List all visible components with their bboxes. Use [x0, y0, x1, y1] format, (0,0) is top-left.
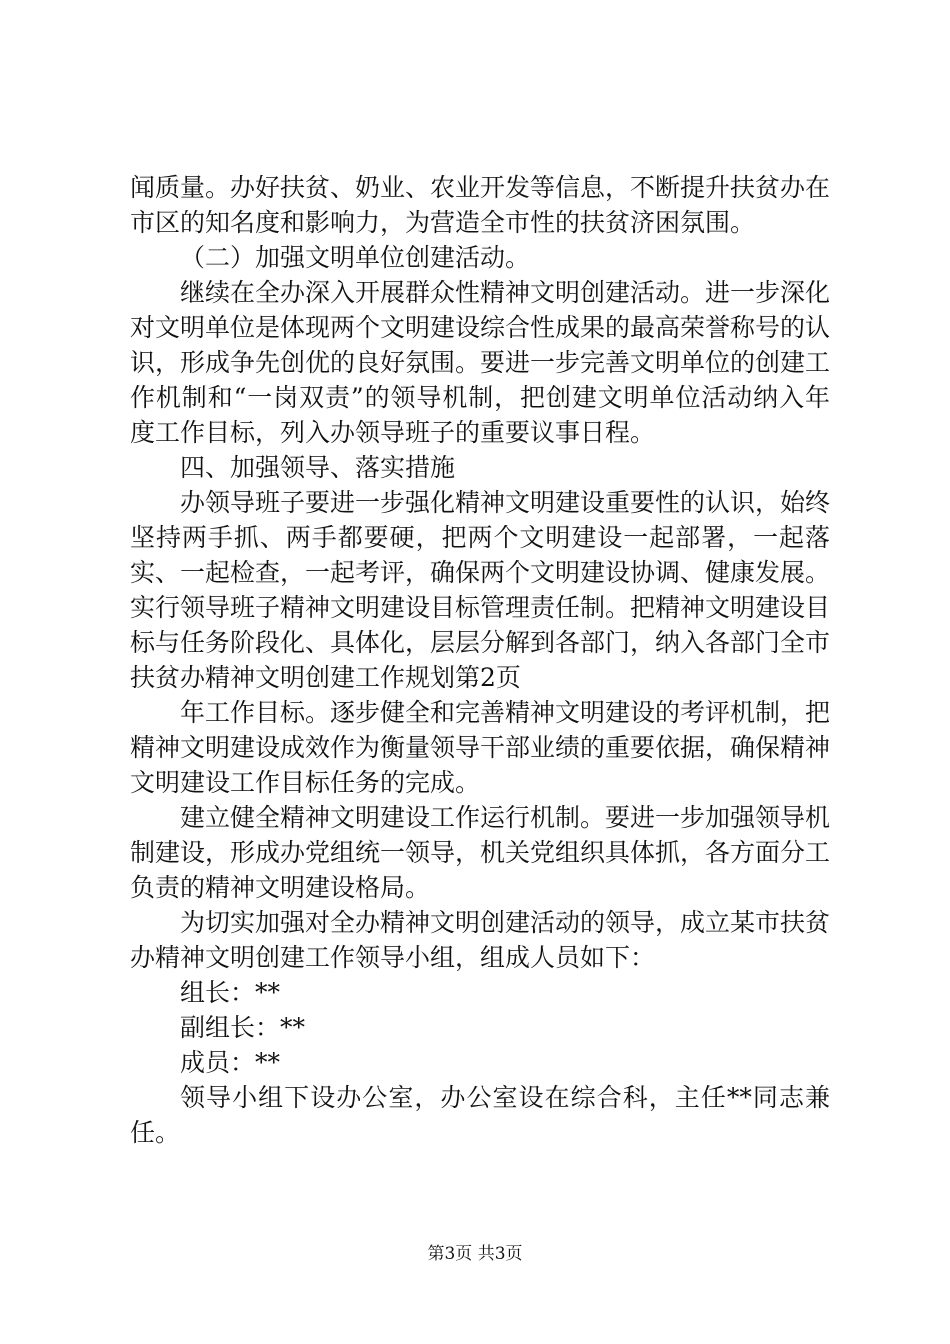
- document-body: [130, 170, 830, 1150]
- paragraph-leadership: 办领导班子要进一步强化精神文明建设重要性的认识，始终坚持两手抓、两手都要硬，把两个文明建设一起部署，一起落实、一起检查，一起考评，确保两个文明建设协调、健康发展。实行领导班子精神文明建设目标管理责任制。把精神文明建设目标与任务阶段化、具体化，层层分解到各部门，纳入各部门全市扶贫办精神文明创建工作规划第2页: [130, 488, 831, 692]
- member-members: 成员：**: [180, 1048, 281, 1077]
- page-number-footer: 第3页 共3页: [427, 1244, 523, 1264]
- section-heading-leadership: 四、加强领导、落实措施: [180, 453, 456, 482]
- paragraph-leading-group: 为切实加强对全办精神文明创建活动的领导，成立某市扶贫办精神文明创建工作领导小组，组成人员如下：: [130, 908, 831, 972]
- paragraph-office: 领导小组下设办公室，办公室设在综合科，主任**同志兼任。: [130, 1083, 830, 1147]
- paragraph-mechanism: 建立健全精神文明建设工作运行机制。要进一步加强领导机制建设，形成办党组统一领导，机关党组织具体抓，各方面分工负责的精神文明建设格局。: [130, 803, 831, 902]
- paragraph-civilized-units: 继续在全办深入开展群众性精神文明创建活动。进一步深化对文明单位是体现两个文明建设综合性成果的最高荣誉称号的认识，形成争先创优的良好氛围。要进一步完善文明单位的创建工作机制和“一岗双责”的领导机制，把创建文明单位活动纳入年度工作目标，列入办领导班子的重要议事日程。: [130, 278, 831, 447]
- paragraph-continuation: 闻质量。办好扶贫、奶业、农业开发等信息，不断提升扶贫办在市区的知名度和影响力，为营造全市性的扶贫济困氛围。: [130, 173, 831, 237]
- member-leader: 组长：**: [180, 978, 281, 1007]
- paragraph-work-goals: 年工作目标。逐步健全和完善精神文明建设的考评机制，把精神文明建设成效作为衡量领导干部业绩的重要依据，确保精神文明建设工作目标任务的完成。: [130, 698, 831, 797]
- section-heading-civilized-units: （二）加强文明单位创建活动。: [180, 243, 531, 272]
- member-deputy-leader: 副组长：**: [180, 1013, 306, 1042]
